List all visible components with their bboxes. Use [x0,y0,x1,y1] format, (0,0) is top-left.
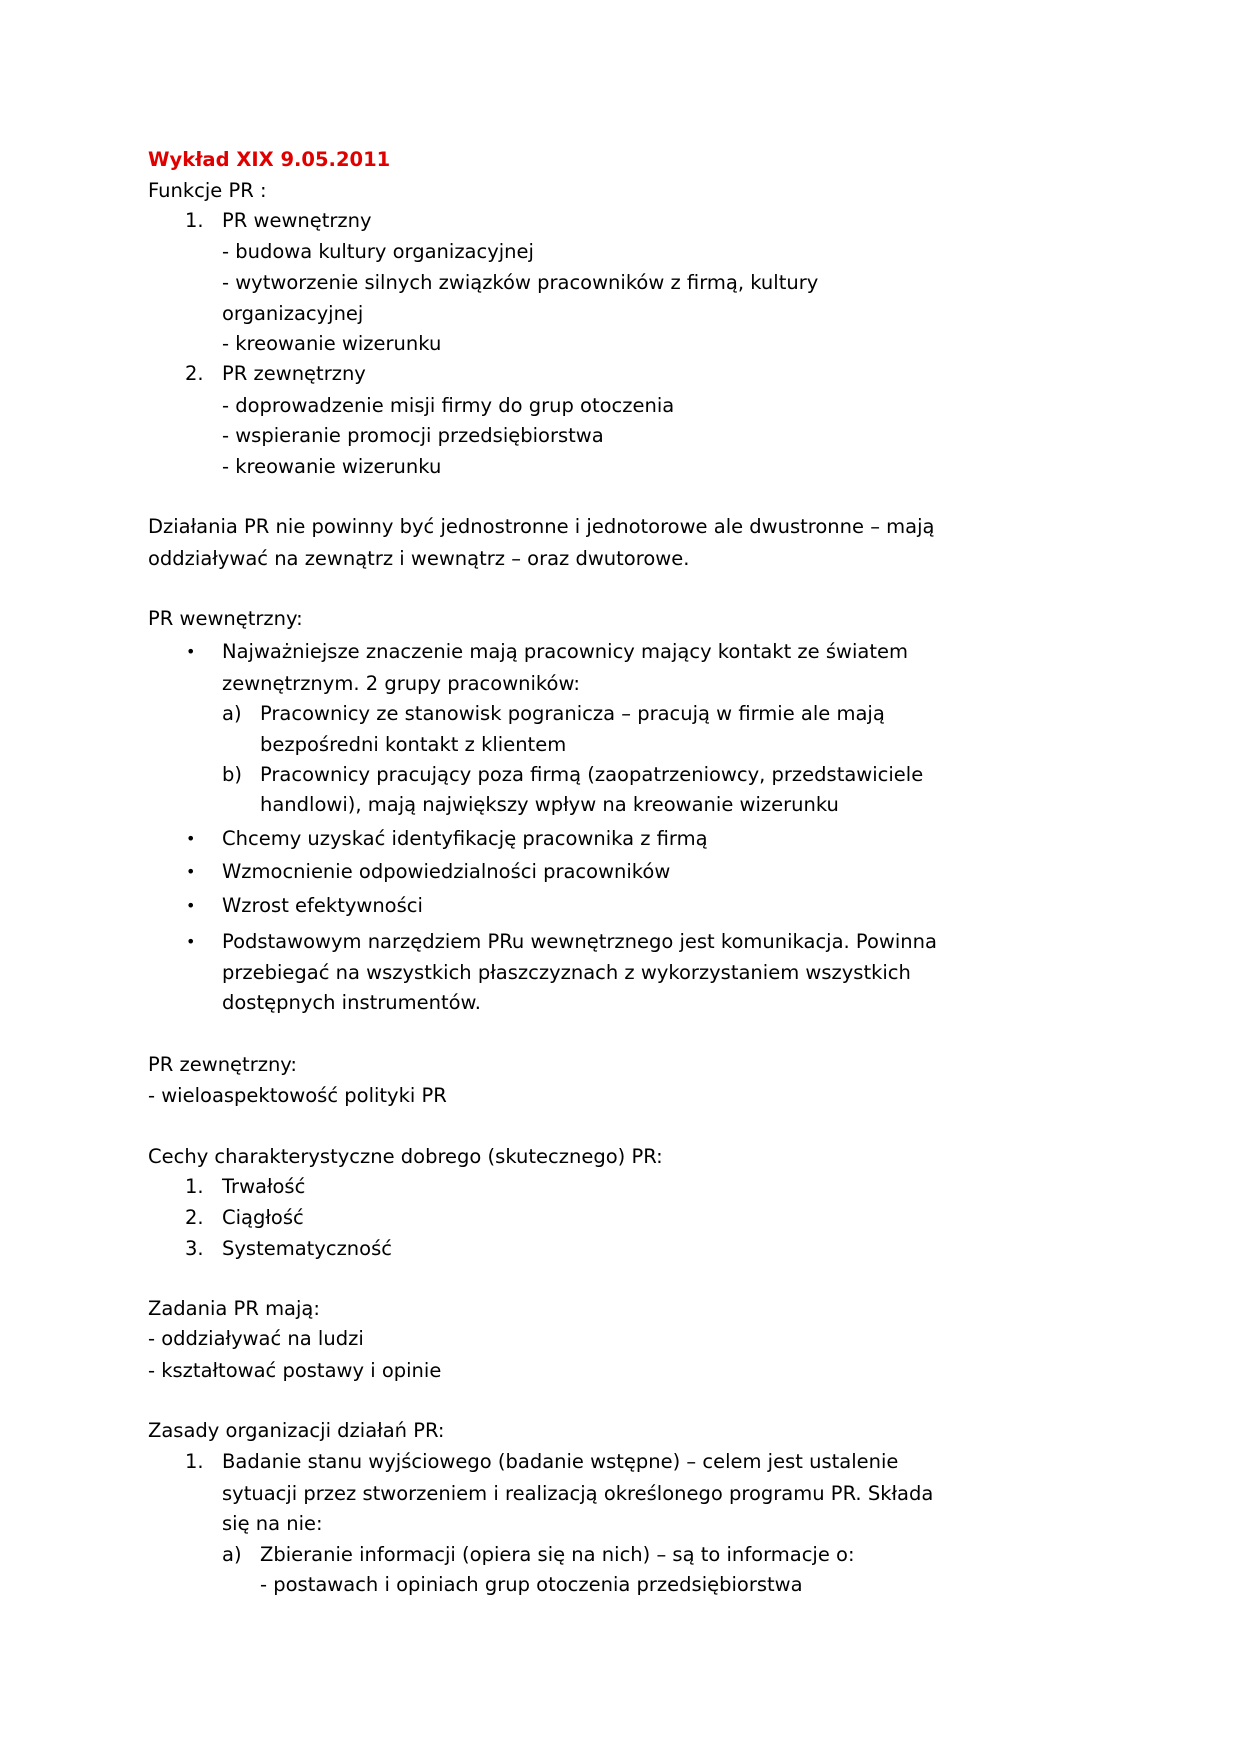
list-number: 1. [185,209,204,232]
sublist-text: bezpośredni kontakt z klientem [260,733,567,756]
list-subline: - kreowanie wizerunku [222,455,442,478]
bullet-text: dostępnych instrumentów. [222,991,481,1014]
bullet-icon: • [186,932,196,951]
list-subline: - wytworzenie silnych związków pracowników z firmą, kultury [222,271,819,294]
section-heading: PR zewnętrzny: [148,1053,297,1076]
list-item: Ciągłość [222,1206,304,1229]
list-number: 2. [185,1206,204,1229]
dash-line: - postawach i opiniach grup otoczenia przedsiębiorstwa [260,1573,803,1596]
bullet-text: przebiegać na wszystkich płaszczyznach z wykorzystaniem wszystkich [222,961,911,984]
list-item: Badanie stanu wyjściowego (badanie wstępne) – celem jest ustalenie [222,1450,899,1473]
dash-line: - kształtować postawy i opinie [148,1359,442,1382]
list-item: się na nie: [222,1512,323,1535]
list-item: sytuacji przez stworzeniem i realizacją określonego programu PR. Składa [222,1482,934,1505]
bullet-text: Najważniejsze znaczenie mają pracownicy mający kontakt ze światem [222,640,908,663]
sublist-marker: a) [222,702,242,725]
list-subline: - budowa kultury organizacyjnej [222,240,534,263]
list-item: Trwałość [222,1175,306,1198]
sublist-marker: a) [222,1543,242,1566]
paragraph-line: oddziaływać na zewnątrz i wewnątrz – oraz dwutorowe. [148,547,690,570]
list-item: PR wewnętrzny [222,209,372,232]
list-subline: organizacyjnej [222,302,364,325]
sublist-text: Pracownicy pracujący poza firmą (zaopatrzeniowcy, przedstawiciele [260,763,924,786]
list-subline: - doprowadzenie misji firmy do grup otoczenia [222,394,675,417]
bullet-icon: • [186,829,196,848]
sublist-text: Zbieranie informacji (opiera się na nich) – są to informacje o: [260,1543,855,1566]
list-number: 1. [185,1175,204,1198]
list-number: 3. [185,1237,204,1260]
section-heading: Zasady organizacji działań PR: [148,1419,445,1442]
sublist-text: Pracownicy ze stanowisk pogranicza – pracują w firmie ale mają [260,702,885,725]
sublist-text: handlowi), mają największy wpływ na kreowanie wizerunku [260,793,839,816]
paragraph-line: Działania PR nie powinny być jednostronne i jednotorowe ale dwustronne – mają [148,515,935,538]
bullet-icon: • [186,642,196,661]
bullet-text: Wzmocnienie odpowiedzialności pracowników [222,860,671,883]
list-subline: - kreowanie wizerunku [222,332,442,355]
bullet-text: Chcemy uzyskać identyfikację pracownika z firmą [222,827,708,850]
list-item: PR zewnętrzny [222,362,366,385]
bullet-text: Podstawowym narzędziem PRu wewnętrznego jest komunikacja. Powinna [222,930,937,953]
bullet-text: Wzrost efektywności [222,894,423,917]
section-heading: Cechy charakterystyczne dobrego (skutecznego) PR: [148,1145,663,1168]
bullet-text: zewnętrznym. 2 grupy pracowników: [222,672,580,695]
dash-line: - oddziaływać na ludzi [148,1327,364,1350]
list-subline: - wspieranie promocji przedsiębiorstwa [222,424,604,447]
bullet-icon: • [186,896,196,915]
sublist-marker: b) [222,763,242,786]
list-number: 2. [185,362,204,385]
section-heading: Funkcje PR : [148,179,267,202]
list-number: 1. [185,1450,204,1473]
section-heading: Zadania PR mają: [148,1297,320,1320]
section-heading: PR wewnętrzny: [148,607,303,630]
dash-line: - wieloaspektowość polityki PR [148,1084,447,1107]
bullet-icon: • [186,862,196,881]
list-item: Systematyczność [222,1237,392,1260]
lecture-title: Wykład XIX 9.05.2011 [148,148,391,171]
